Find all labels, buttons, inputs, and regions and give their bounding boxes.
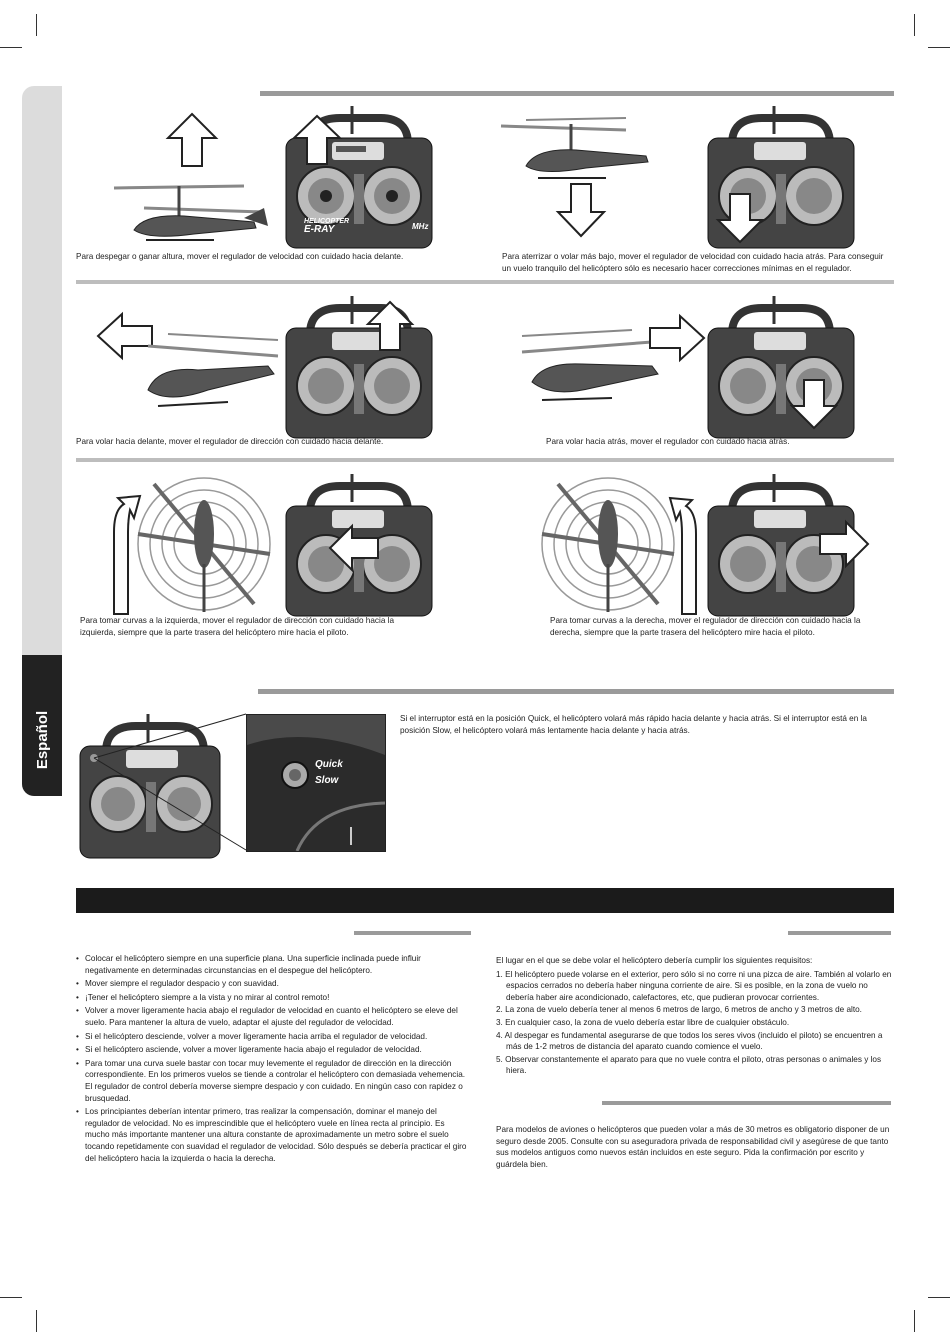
crop-mark	[914, 1310, 915, 1332]
subsection-rule	[354, 931, 471, 935]
crop-mark	[914, 14, 915, 36]
switch-description: Si el interruptor está en la posición Quick, el helicóptero volará más rápido hacia delante y hacia atrás. Si el interruptor está en la posición Slow, el helicóptero volará más lentamente hacia delante y hacia atrás.	[400, 714, 867, 735]
requirement-item: 4. Al despegar es fundamental asegurarse de que todos los seres vivos (incluido el piloto) se encuentren a más de 1-2 metros de distancia del aparato cuando comience el vuelo.	[496, 1030, 883, 1052]
helicopter-illustration	[496, 116, 666, 186]
crop-mark	[36, 14, 37, 36]
caption-takeoff: Para despegar o ganar altura, mover el regulador de velocidad con cuidado hacia delante.	[76, 252, 404, 261]
crop-mark	[928, 1297, 950, 1298]
tip-item: • Volver a mover ligeramente hacia abajo el regulador de velocidad en cuanto el helicóptero se eleve del suelo. Para mantener la altura de vuelo, adaptar el ajuste del regulador de velocidad.	[76, 1005, 471, 1028]
tip-item: • ¡Tener el helicóptero siempre a la vista y no mirar al control remoto!	[76, 992, 471, 1004]
tip-item: • Colocar el helicóptero siempre en una superficie plana. Una superficie inclinada puede influir negativamente en determinadas circunstancias en el despegue del helicóptero.	[76, 953, 471, 976]
down-arrow-icon	[556, 182, 606, 238]
requirement-item: 1. El helicóptero puede volarse en el exterior, pero sólo si no corre ni una pizca de aire. También al volarlo en espacios cerrados no debería haber ninguna corriente de aire. Si es posible, en la zona de vuelo no debería haber aire acondicionado, calefactores, etc, que pudieran provocar corrientes.	[496, 969, 892, 1002]
caption-land: Para aterrizar o volar más bajo, mover el regulador de velocidad con cuidado hacia atrás. Para conseguir un vuelo tranquilo del helicóptero sólo es necesario hacer correcciones mínimas en el regulador.	[502, 252, 884, 273]
language-label: Español	[33, 710, 51, 770]
rotor-top-view-illustration	[538, 474, 678, 614]
tip-item: • Si el helicóptero asciende, volver a mover ligeramente hacia abajo el regulador de velocidad.	[76, 1044, 471, 1056]
zoom-lines	[90, 712, 250, 852]
caption-left-turn: Para tomar curvas a la izquierda, mover el regulador de dirección con cuidado hacia la izquierda, siempre que la parte trasera del helicóptero mire hacia el piloto.	[80, 616, 395, 637]
transmitter-logo: MHz	[412, 222, 429, 231]
requirement-item: 2. La zona de vuelo debería tener al menos 6 metros de largo, 6 metros de ancho y 3 metros de alto.	[496, 1005, 862, 1015]
crop-mark	[0, 1297, 22, 1298]
section-header-bar	[76, 888, 894, 913]
tip-item: • Mover siempre el regulador despacio y con suavidad.	[76, 978, 471, 990]
requirements-intro: El lugar en el que se debe volar el helicóptero debería cumplir los siguientes requisitos:	[496, 956, 813, 965]
helicopter-illustration	[104, 178, 274, 248]
requirements-section	[496, 955, 896, 1078]
helicopter-illustration	[128, 326, 288, 412]
down-arrow-icon	[790, 378, 838, 430]
requirements-list	[496, 969, 896, 1077]
section-rule	[258, 689, 894, 694]
curved-arrow-icon	[666, 494, 706, 616]
up-arrow-icon	[292, 114, 342, 166]
tip-item: • Si el helicóptero desciende, volver a mover ligeramente hacia arriba el regulador de velocidad.	[76, 1031, 471, 1043]
switch-closeup	[246, 714, 386, 852]
tip-item: • Para tomar una curva suele bastar con tocar muy levemente el regulador de dirección en la dirección correspondiente. En los primeros vuelos se tiende a controlar el helicóptero con demasiada vehemencia. El regulador de control debería moverse siempre despacio y con cuidado. En ningún caso con rapidez o brusquedad.	[76, 1058, 471, 1104]
caption-backward: Para volar hacia atrás, mover el regulador con cuidado hacia atrás.	[546, 437, 790, 446]
crop-mark	[928, 47, 950, 48]
caption-right-turn: Para tomar curvas a la derecha, mover el regulador de dirección con cuidado hacia la derecha, siempre que la parte trasera del helicóptero mire hacia el piloto.	[550, 616, 861, 637]
section-rule	[260, 91, 894, 96]
requirement-item: 3. En cualquier caso, la zona de vuelo debería estar libre de cualquier obstáculo.	[496, 1017, 790, 1027]
requirement-item: 5. Observar constantemente el aparato para que no vuele contra el piloto, otras personas o animales y los hiera.	[496, 1054, 882, 1076]
tip-item: • Los principiantes deberían intentar primero, tras realizar la compensación, dominar el manejo del regulador de velocidad. No es imprescindible que el helicóptero vuele en línea recta al principio. Es mucho más importante mantener una altura constante de aproximadamente un metro sobre el suelo tocando repetidamente con suavidad el regulador de velocidad. Sólo después se debería practicar el giro del helicóptero hacia la izquierda o hacia la derecha.	[76, 1106, 471, 1164]
up-arrow-icon	[366, 300, 414, 352]
crop-mark	[36, 1310, 37, 1332]
rotor-top-view-illustration	[134, 474, 274, 614]
flight-tips-list	[76, 953, 471, 1166]
slow-label: Slow	[315, 775, 339, 786]
insurance-text: Para modelos de aviones o helicópteros que pueden volar a más de 30 metros es obligatorio disponer de un seguro desde 2005. Consulte con su aseguradora privada de responsabilidad civil y asegúrese de que tanto sus modelos antiguos como nuevos están incluidos en este seguro. Pida la confirmación por escrito y guárdela bien.	[496, 1125, 890, 1169]
left-arrow-icon	[328, 524, 380, 572]
row-separator	[76, 458, 894, 462]
right-arrow-icon	[648, 314, 706, 362]
quick-label: Quick	[315, 759, 343, 770]
crop-mark	[0, 47, 22, 48]
right-arrow-icon	[818, 520, 870, 568]
subsection-rule	[602, 1101, 891, 1105]
row-separator	[76, 280, 894, 284]
up-arrow-icon	[166, 112, 218, 168]
caption-forward: Para volar hacia delante, mover el regulador de dirección con cuidado hacia delante.	[76, 437, 384, 446]
down-arrow-icon	[716, 192, 764, 244]
transmitter-brand: HELICOPTER E-RAY	[304, 218, 350, 235]
subsection-rule	[788, 931, 891, 935]
